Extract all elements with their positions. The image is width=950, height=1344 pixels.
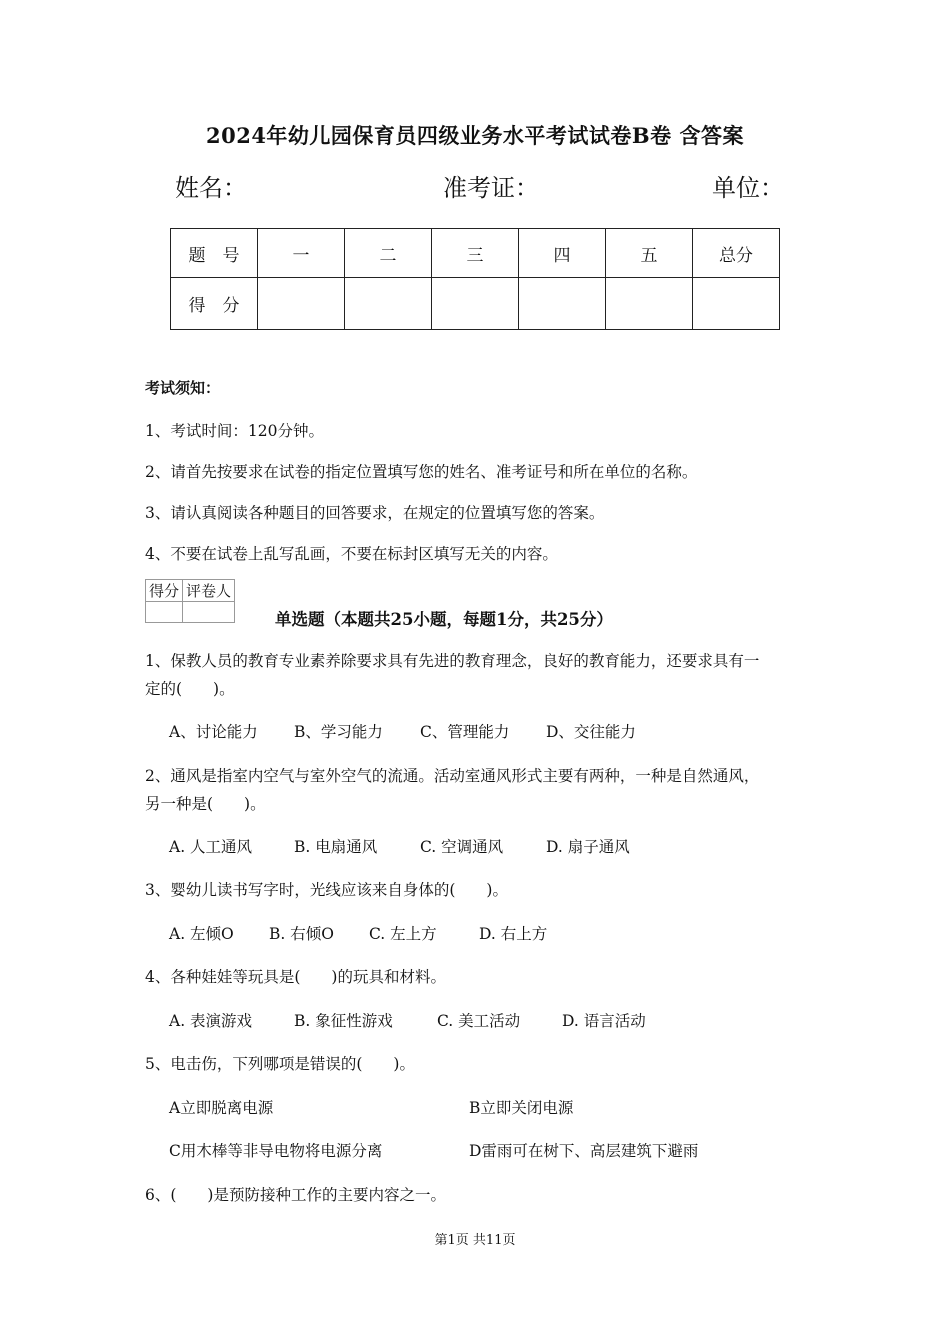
notice-item: 1、考试时间：120分钟。: [145, 422, 324, 440]
option-b[interactable]: B、学习能力: [294, 723, 383, 741]
option-c[interactable]: C. 左上方: [369, 925, 437, 943]
score-header-cell: 二: [345, 229, 432, 278]
notice-item: 4、不要在试卷上乱写乱画，不要在标封区填写无关的内容。: [145, 545, 558, 563]
question-text: 另一种是( )。: [145, 795, 266, 813]
page-footer: 第1页 共11页: [434, 1233, 516, 1248]
score-header-cell: 一: [258, 229, 345, 278]
notice-item: 3、请认真阅读各种题目的回答要求，在规定的位置填写您的答案。: [145, 504, 605, 522]
unit-label: 单位：: [712, 174, 784, 202]
score-table-header-row: [171, 229, 780, 278]
score-cell[interactable]: [693, 278, 780, 330]
option-c[interactable]: C、管理能力: [420, 723, 510, 741]
grader-score-cell[interactable]: [146, 602, 183, 623]
option-a[interactable]: A. 人工通风: [169, 838, 253, 856]
option-b[interactable]: B立即关闭电源: [469, 1099, 574, 1117]
question-text: 4、各种娃娃等玩具是( )的玩具和材料。: [145, 968, 446, 986]
option-a[interactable]: A. 左倾O: [169, 925, 234, 943]
option-c[interactable]: C用木棒等非导电物将电源分离: [169, 1142, 383, 1160]
section-title: 单选题（本题共25小题，每题1分，共25分）: [275, 610, 613, 629]
option-c[interactable]: C. 空调通风: [420, 838, 504, 856]
grader-name-cell[interactable]: [183, 602, 235, 623]
question-text: 6、( )是预防接种工作的主要内容之一。: [145, 1186, 446, 1204]
option-d[interactable]: D. 扇子通风: [546, 838, 630, 856]
score-cell[interactable]: [432, 278, 519, 330]
score-header-cell: 五: [606, 229, 693, 278]
ticket-number-label: 准考证：: [443, 174, 539, 202]
option-a[interactable]: A、讨论能力: [169, 723, 258, 741]
question-text: 2、通风是指室内空气与室外空气的流通。活动室通风形式主要有两种，一种是自然通风，: [145, 767, 760, 785]
grader-table: [145, 579, 235, 623]
score-header-cell: 题 号: [171, 229, 258, 278]
option-d[interactable]: D、交往能力: [546, 723, 636, 741]
option-d[interactable]: D. 右上方: [479, 925, 548, 943]
option-d[interactable]: D雷雨可在树下、高层建筑下避雨: [469, 1142, 699, 1160]
notice-heading: 考试须知：: [145, 379, 221, 397]
score-table-score-row: [171, 278, 780, 330]
option-a[interactable]: A立即脱离电源: [169, 1099, 274, 1117]
question-text: 1、保教人员的教育专业素养除要求具有先进的教育理念，良好的教育能力，还要求具有一: [145, 652, 760, 670]
score-header-cell: 四: [519, 229, 606, 278]
grader-score-label: 得分: [146, 580, 183, 602]
question-text: 定的( )。: [145, 680, 235, 698]
exam-title: 2024年幼儿园保育员四级业务水平考试试卷B卷 含答案: [205, 123, 744, 148]
score-cell[interactable]: [519, 278, 606, 330]
option-c[interactable]: C. 美工活动: [437, 1012, 521, 1030]
score-cell[interactable]: [606, 278, 693, 330]
option-b[interactable]: B. 右倾O: [269, 925, 334, 943]
notice-item: 2、请首先按要求在试卷的指定位置填写您的姓名、准考证号和所在单位的名称。: [145, 463, 698, 481]
question-text: 3、婴幼儿读书写字时，光线应该来自身体的( )。: [145, 881, 508, 899]
option-b[interactable]: B. 电扇通风: [294, 838, 378, 856]
score-cell[interactable]: [345, 278, 432, 330]
option-b[interactable]: B. 象征性游戏: [294, 1012, 393, 1030]
option-a[interactable]: A. 表演游戏: [169, 1012, 253, 1030]
grader-label: 评卷人: [183, 580, 235, 602]
score-header-cell: 总分: [693, 229, 780, 278]
score-table: [170, 228, 780, 330]
question-text: 5、电击伤，下列哪项是错误的( )。: [145, 1055, 415, 1073]
option-d[interactable]: D. 语言活动: [562, 1012, 646, 1030]
score-row-label: 得 分: [171, 278, 258, 330]
name-label: 姓名：: [175, 174, 247, 202]
score-header-cell: 三: [432, 229, 519, 278]
score-cell[interactable]: [258, 278, 345, 330]
